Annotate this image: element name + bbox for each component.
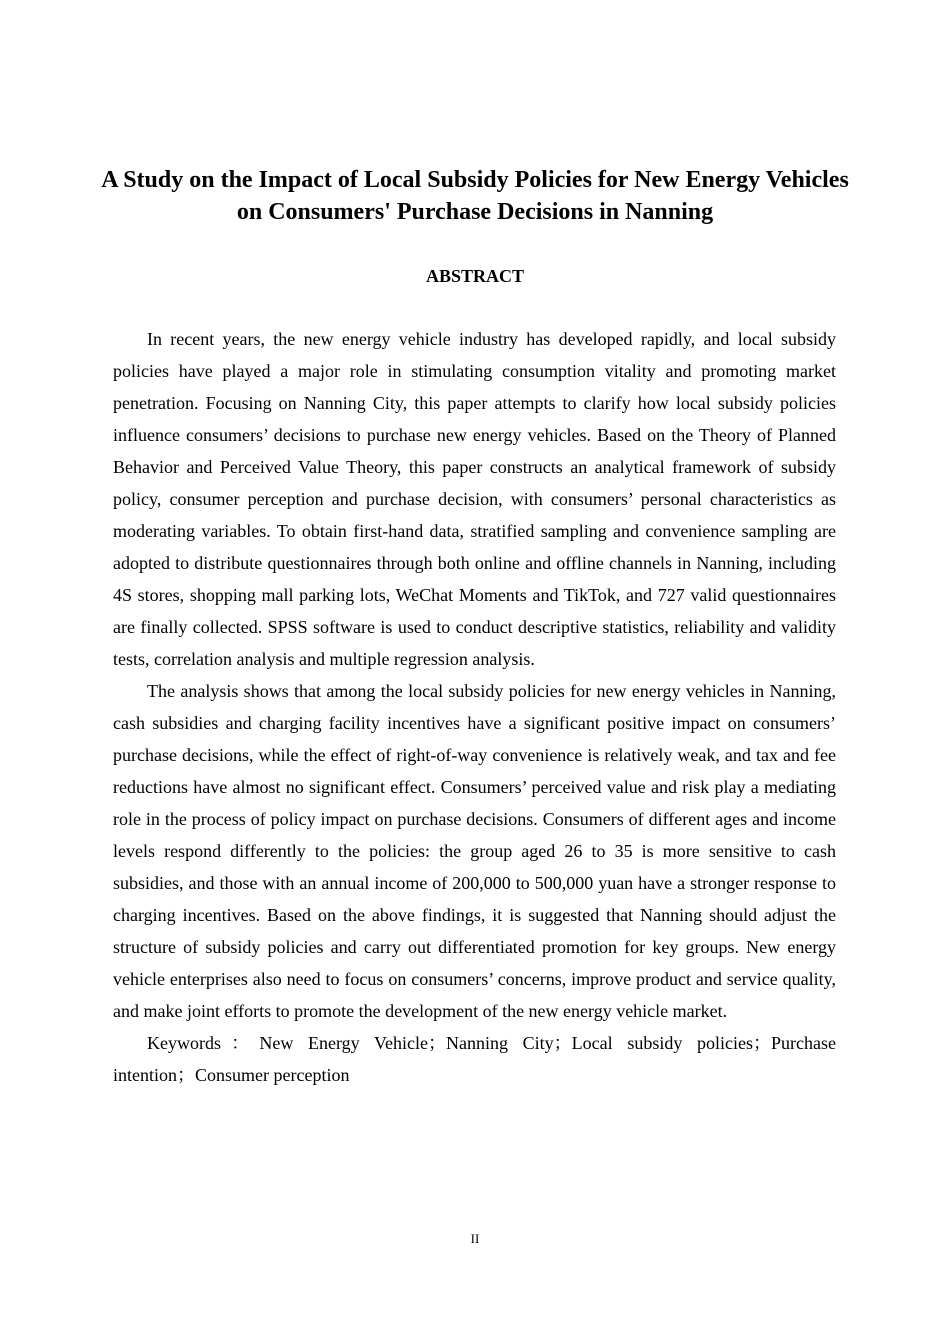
abstract-paragraph-1: In recent years, the new energy vehicle industry has developed rapidly, and local subsidy policies have played a major role in stimulating consumption vitality and promoting market penetration. Focusing on Nanning City, this paper attempts to clarify how local subsidy policies influence consumers’ decisions to purchase new energy vehicles. Based on the Theory of Planned Behavior and Perceived Value Theory, this paper constructs an analytical framework of subsidy policy, consumer perception and purchase decision, with consumers’ personal characteristics as moderating variables. To obtain first-hand data, stratified sampling and convenience sampling are adopted to distribute questionnaires through both online and offline channels in Nanning, including 4S stores, shopping mall parking lots, WeChat Moments and TikTok, and 727 valid questionnaires are finally collected. SPSS software is used to conduct descriptive statistics, reliability and validity tests, correlation analysis and multiple regression analysis. — [113, 329, 836, 669]
abstract-paragraph-2: The analysis shows that among the local subsidy policies for new energy vehicles in Nanning, cash subsidies and charging facility incentives have a significant positive impact on consumers’ purchase decisions, while the effect of right-of-way convenience is relatively weak, and tax and fee reductions have almost no significant effect. Consumers’ perceived value and risk play a mediating role in the process of policy impact on purchase decisions. Consumers of different ages and income levels respond differently to the policies: the group aged 26 to 35 is more sensitive to cash subsidies, and those with an annual income of 200,000 to 500,000 yuan have a stronger response to charging incentives. Based on the above findings, it is suggested that Nanning should adjust the structure of subsidy policies and carry out differentiated promotion for key groups. New energy vehicle enterprises also need to focus on consumers’ concerns, improve product and service quality, and make joint efforts to promote the development of the new energy vehicle market. — [113, 681, 836, 1021]
paper-title: A Study on the Impact of Local Subsidy Policies for New Energy Vehicles on Consumers' Purchase Decisions in Nanning — [101, 167, 849, 225]
abstract-body — [113, 323, 836, 1091]
keywords-line — [113, 1027, 836, 1091]
page-number: II — [470, 1231, 480, 1246]
keywords-label: Keywords： — [147, 1033, 260, 1053]
abstract-heading: ABSTRACT — [425, 266, 525, 286]
keywords-text: New Energy Vehicle；Nanning City；Local subsidy policies；Purchase intention；Consumer perception — [113, 1033, 836, 1085]
